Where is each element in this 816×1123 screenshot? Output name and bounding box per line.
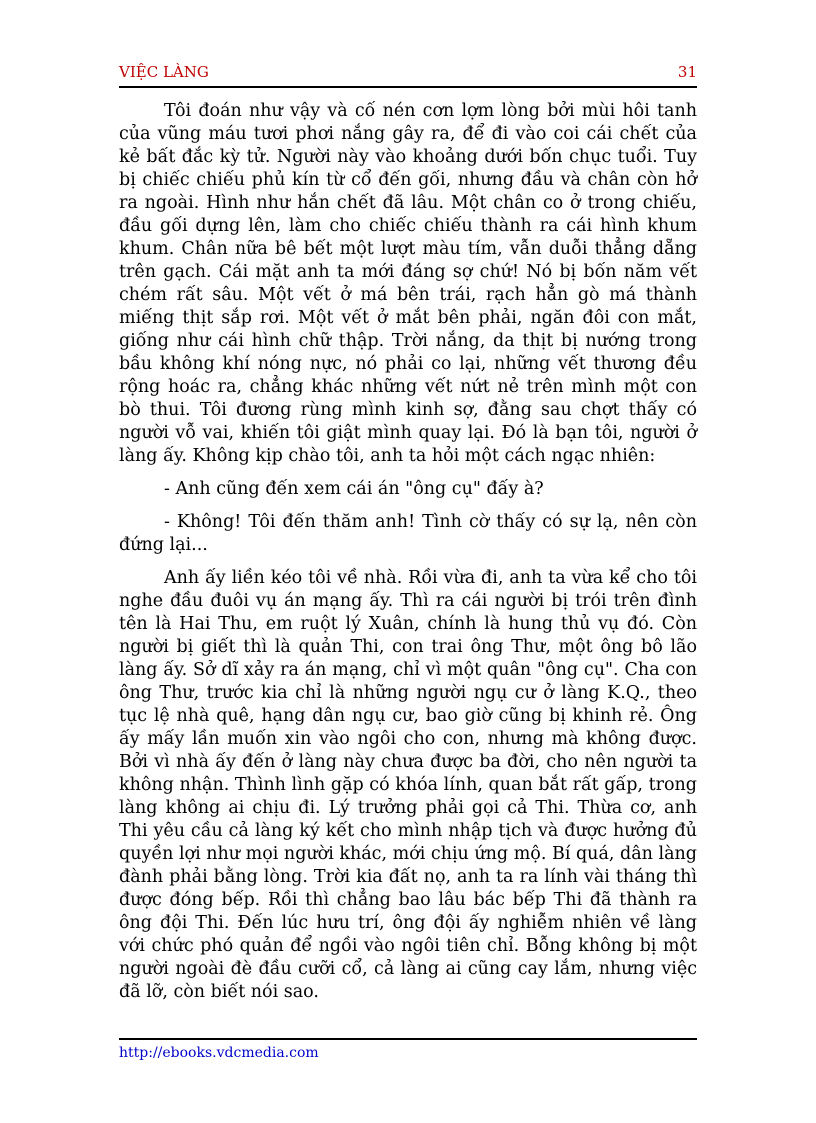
paragraph: - Anh cũng đến xem cái án "ông cụ" đấy à? (164, 479, 544, 499)
footer-url[interactable]: http://ebooks.vdcmedia.com (119, 1045, 319, 1061)
header-divider (119, 86, 697, 88)
page-header (119, 63, 697, 83)
chapter-title: VIỆC LÀNG (119, 63, 209, 81)
page-body (119, 100, 697, 1014)
footer-divider (119, 1038, 697, 1040)
page-number: 31 (677, 63, 697, 81)
paragraph: Anh ấy liền kéo tôi về nhà. Rồi vừa đi, anh ta vừa kể cho tôi nghe đầu đuôi vụ án mạng ấy. Thì ra cái người bị trói trên đình tên là Hai Thu, em ruột lý Xuân, chính là hung thủ vụ đó. Còn người bị giết thì là quản Thi, con trai ông Thư, một ông bô lão làng ấy. Sở dĩ xảy ra án mạng, chỉ vì một quân "ông cụ". Cha con ông Thư, trước kia chỉ là những người ngụ cư ở làng K.Q., theo tục lệ nhà quê, hạng dân ngụ cư, bao giờ cũng bị khinh rẻ. Ông ấy mấy lần muốn xin vào ngôi cho con, nhưng mà không được. Bởi vì nhà ấy đến ở làng này chưa được ba đời, cho nên người ta không nhận. Thình lình gặp có khóa lính, quan bắt rất gấp, trong làng không ai chịu đi. Lý trưởng phải gọi cả Thi. Thừa cơ, anh Thi yêu cầu cả làng ký kết cho mình nhập tịch và được hưởng đủ quyền lợi như mọi người khác, mới chịu ứng mộ. Bí quá, dân làng đành phải bằng lòng. Trời kia đất nọ, anh ta ra lính vài tháng thì được đóng bếp. Rồi thì chẳng bao lâu bác bếp Thi đã thành ra ông đội Thi. Đến lúc hưu trí, ông đội ấy nghiễm nhiên về làng với chức phó quản để ngồi vào ngôi tiên chỉ. Bỗng không bị một người ngoài đè đầu cưỡi cổ, cả làng ai cũng cay lắm, nhưng việc đã lỡ, còn biết nói sao. (119, 568, 697, 1002)
paragraph: - Không! Tôi đến thăm anh! Tình cờ thấy có sự lạ, nên còn đứng lại... (119, 512, 697, 555)
paragraph: Tôi đoán như vậy và cố nén cơn lợm lòng bởi mùi hôi tanh của vũng máu tươi phơi nắng gây ra, để đi vào coi cái chết của kẻ bất đắc kỳ tử. Người này vào khoảng dưới bốn chục tuổi. Tuy bị chiếc chiếu phủ kín từ cổ đến gối, nhưng đầu và chân còn hở ra ngoài. Hình như hắn chết đã lâu. Một chân co ở trong chiếu, đầu gối dựng lên, làm cho chiếc chiếu thành ra cái hình khum khum. Chân nữa bê bết một lượt màu tím, vẫn duỗi thẳng dẵng trên gạch. Cái mặt anh ta mới đáng sợ chứ! Nó bị bốn năm vết chém rất sâu. Một vết ở má bên trái, rạch hẳn gò má thành miếng thịt sắp rơi. Một vết ở mắt bên phải, ngăn đôi con mắt, giống như cái hình chữ thập. Trời nắng, da thịt bị nướng trong bầu không khí nóng nực, nó phải co lại, những vết thương đều rộng hoác ra, chẳng khác những vết nứt nẻ trên mình một con bò thui. Tôi đương rùng mình kinh sợ, đằng sau chợt thấy có người vỗ vai, khiến tôi giật mình quay lại. Đó là bạn tôi, người ở làng ấy. Không kịp chào tôi, anh ta hỏi một cách ngạc nhiên: (119, 101, 697, 466)
